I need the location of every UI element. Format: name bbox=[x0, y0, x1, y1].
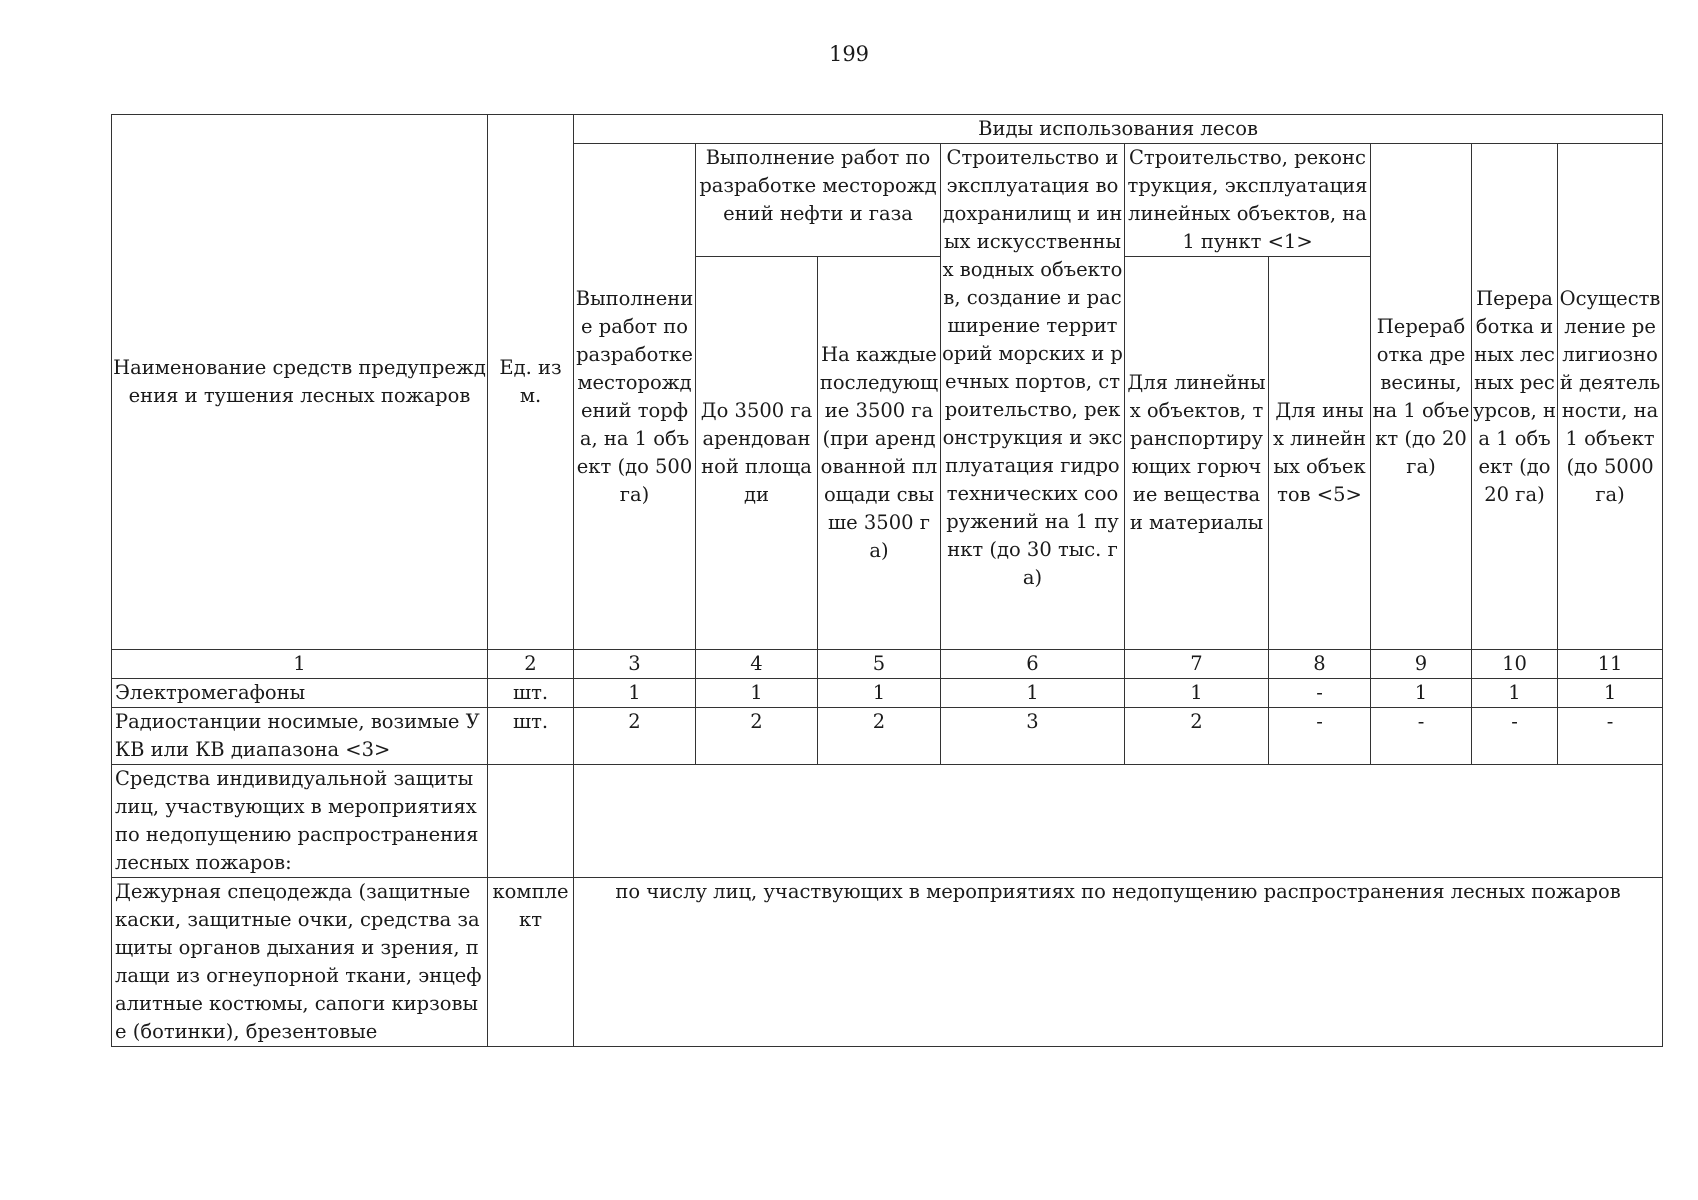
row-unit: комплект bbox=[488, 878, 574, 1047]
row-value: - bbox=[1269, 708, 1371, 765]
header-col-3: Выполнение работ по разработке месторождений торфа, на 1 объект (до 500 га) bbox=[574, 144, 696, 650]
row-unit: шт. bbox=[488, 679, 574, 708]
header-col-7: Для линейных объектов, транспортирующих горючие вещества и материалы bbox=[1125, 257, 1269, 650]
header-linear-group: Строительство, реконструкция, эксплуатация линейных объектов, на 1 пункт <1> bbox=[1125, 144, 1371, 257]
row-value: - bbox=[1472, 708, 1558, 765]
table-row bbox=[112, 878, 1663, 1047]
column-number: 4 bbox=[696, 650, 818, 679]
column-number: 10 bbox=[1472, 650, 1558, 679]
row-name: Средства индивидуальной защиты лиц, участвующих в мероприятиях по недопущению распространения лесных пожаров: bbox=[112, 765, 488, 878]
header-col-8: Для иных линейных объектов <5> bbox=[1269, 257, 1371, 650]
header-col-6: Строительство и эксплуатация водохранилищ и иных искусственных водных объектов, создание и расширение территорий морских и речных портов, строительство, реконструкция и эксплуатация гидротехнических сооружений на 1 пункт (до 30 тыс. га) bbox=[941, 144, 1125, 650]
row-value: - bbox=[1269, 679, 1371, 708]
row-value: 1 bbox=[1472, 679, 1558, 708]
column-number: 3 bbox=[574, 650, 696, 679]
row-value: 2 bbox=[696, 708, 818, 765]
column-number: 9 bbox=[1371, 650, 1472, 679]
page-number: 199 bbox=[828, 42, 870, 66]
row-value: 1 bbox=[1125, 679, 1269, 708]
table-row bbox=[112, 765, 1663, 878]
row-value: 1 bbox=[818, 679, 941, 708]
row-name: Радиостанции носимые, возимые УКВ или КВ диапазона <3> bbox=[112, 708, 488, 765]
row-value: 1 bbox=[1558, 679, 1663, 708]
row-value: 2 bbox=[1125, 708, 1269, 765]
row-value: - bbox=[1371, 708, 1472, 765]
header-col-10: Переработка иных лесных ресурсов, на 1 объект (до 20 га) bbox=[1472, 144, 1558, 650]
table-row bbox=[112, 708, 1663, 765]
header-col-9: Переработка древесины, на 1 объект (до 20 га) bbox=[1371, 144, 1472, 650]
column-number: 6 bbox=[941, 650, 1125, 679]
row-unit bbox=[488, 765, 574, 878]
row-value: 1 bbox=[696, 679, 818, 708]
row-value: 2 bbox=[818, 708, 941, 765]
row-value: 1 bbox=[574, 679, 696, 708]
header-col-5: На каждые последующие 3500 га (при арендованной площади свыше 3500 га) bbox=[818, 257, 941, 650]
row-value: 1 bbox=[941, 679, 1125, 708]
fire-equipment-table bbox=[111, 114, 1663, 1047]
row-value: - bbox=[1558, 708, 1663, 765]
row-value: 3 bbox=[941, 708, 1125, 765]
table-row bbox=[112, 679, 1663, 708]
row-name: Электромегафоны bbox=[112, 679, 488, 708]
header-name-col: Наименование средств предупреждения и тушения лесных пожаров bbox=[112, 115, 488, 650]
column-number: 5 bbox=[818, 650, 941, 679]
column-number: 11 bbox=[1558, 650, 1663, 679]
row-value: 2 bbox=[574, 708, 696, 765]
header-col-4: До 3500 га арендованной площади bbox=[696, 257, 818, 650]
row-value: 1 bbox=[1371, 679, 1472, 708]
header-group-title: Виды использования лесов bbox=[574, 115, 1663, 144]
row-span-value bbox=[574, 765, 1663, 878]
row-name: Дежурная спецодежда (защитные каски, защитные очки, средства защиты органов дыхания и зрения, плащи из огнеупорной ткани, энцефалитные костюмы, сапоги кирзовые (ботинки), брезентовые bbox=[112, 878, 488, 1047]
row-span-value: по числу лиц, участвующих в мероприятиях по недопущению распространения лесных пожаров bbox=[574, 878, 1663, 1047]
header-col-11: Осуществление религиозной деятельности, на 1 объект (до 5000 га) bbox=[1558, 144, 1663, 650]
header-unit-col: Ед. изм. bbox=[488, 115, 574, 650]
column-number: 2 bbox=[488, 650, 574, 679]
row-unit: шт. bbox=[488, 708, 574, 765]
column-number: 1 bbox=[112, 650, 488, 679]
column-number: 7 bbox=[1125, 650, 1269, 679]
header-oil-gas-group: Выполнение работ по разработке месторождений нефти и газа bbox=[696, 144, 941, 257]
column-number: 8 bbox=[1269, 650, 1371, 679]
